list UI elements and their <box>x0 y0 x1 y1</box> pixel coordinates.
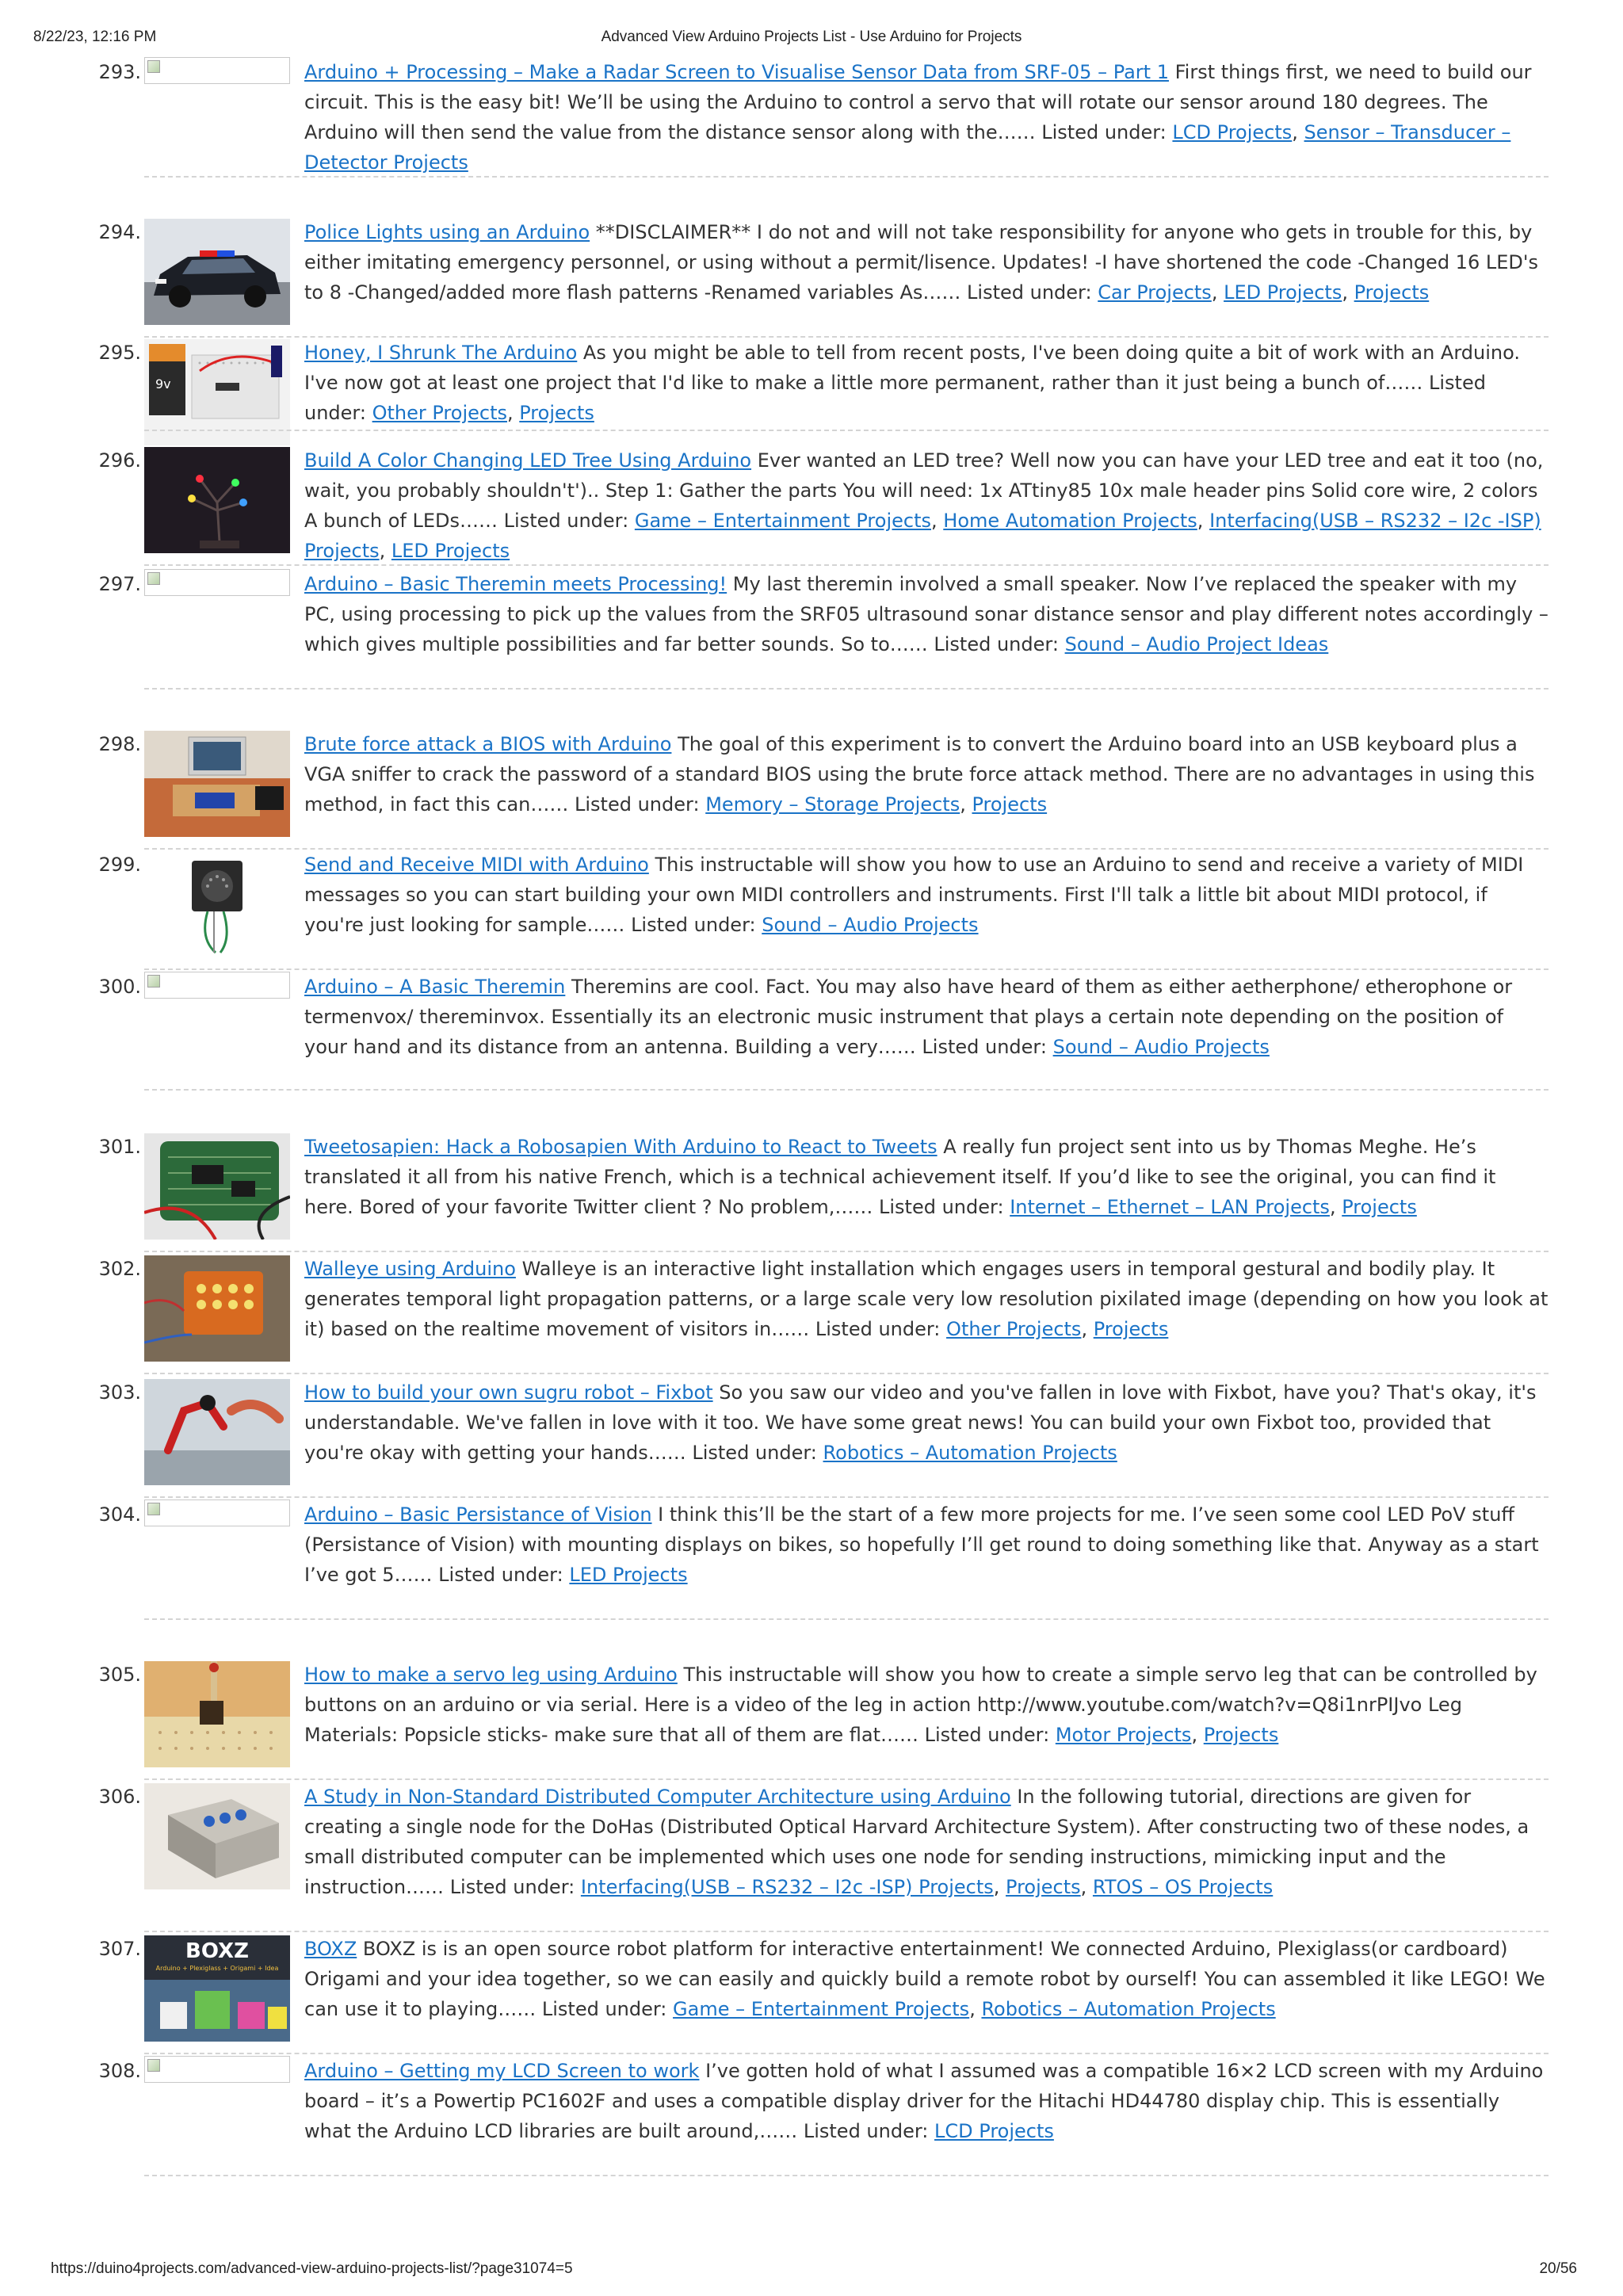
boxz-logo: BOXZ <box>185 1939 249 1963</box>
project-title-link[interactable]: Arduino – Basic Theremin meets Processing! <box>304 573 727 595</box>
item-number: 295. <box>98 342 141 364</box>
item-divider <box>144 564 1549 566</box>
category-link[interactable]: Robotics – Automation Projects <box>981 1998 1276 2020</box>
category-link[interactable]: LED Projects <box>569 1564 688 1586</box>
item-number: 308. <box>98 2060 141 2082</box>
broken-image-icon <box>147 572 160 585</box>
item-divider <box>144 1496 1549 1498</box>
project-summary <box>304 850 1549 940</box>
project-thumbnail[interactable] <box>144 57 290 84</box>
project-title-link[interactable]: How to make a servo leg using Arduino <box>304 1664 678 1686</box>
print-url: https://duino4projects.com/advanced-view-arduino-projects-list/?page31074=5 <box>51 2260 573 2277</box>
boxz-tagline: Arduino + Plexiglass + Origami + Idea <box>155 1965 279 1972</box>
project-summary: Police Lights using an Arduino **DISCLAIMER** I do not and will not take responsibility for anyone who gets in trouble for this, by either imitating emergency personnel, or using without a permit/lisence. Updates! -I have shortened the code -Changed 16 LED's to 8 -Changed/added more flash patterns -Renamed variables As…… Listed under: Car Projects, LED Projects, Projects <box>304 221 1538 304</box>
item-number: 297. <box>98 573 141 595</box>
category-link[interactable]: Projects <box>1203 1724 1279 1746</box>
item-number: 296. <box>98 449 141 472</box>
item-number: 301. <box>98 1136 141 1158</box>
listed-under-label: Listed under: <box>879 1196 1004 1218</box>
category-link[interactable]: Projects <box>1354 281 1430 304</box>
category-link[interactable]: Memory – Storage Projects <box>705 793 960 816</box>
project-summary <box>304 972 1549 1062</box>
project-title-link[interactable]: Build A Color Changing LED Tree Using Arduino <box>304 449 752 472</box>
category-link[interactable]: Projects <box>1342 1196 1417 1218</box>
project-thumbnail[interactable] <box>144 1935 290 2042</box>
project-thumbnail[interactable] <box>144 447 290 553</box>
project-thumbnail[interactable] <box>144 972 290 999</box>
project-thumbnail[interactable] <box>144 1255 290 1362</box>
project-excerpt: So you saw our video and you've fallen in love with Fixbot, have you? That's okay, it's understandable. We've fallen in love with it too. We have some great news! You can build your own Fixbot too, provided that you're okay with getting your hands…… <box>304 1381 1537 1464</box>
project-excerpt: The goal of this experiment is to convert the Arduino board into an USB keyboard plus a VGA sniffer to crack the password of a standard BIOS using the brute force attack method. There are no advantages in using this method, in fact this can…… <box>304 733 1535 816</box>
project-thumbnail[interactable] <box>144 731 290 837</box>
project-thumbnail[interactable] <box>144 1379 290 1485</box>
item-number: 302. <box>98 1258 141 1280</box>
listed-under-label: Listed under: <box>924 1724 1050 1746</box>
project-summary <box>304 1377 1549 1468</box>
item-divider <box>144 1618 1549 1620</box>
broken-image-icon <box>147 1503 160 1515</box>
broken-image-icon <box>147 60 160 73</box>
item-number: 304. <box>98 1503 141 1526</box>
project-title-link[interactable]: Arduino – A Basic Theremin <box>304 976 566 998</box>
print-footer <box>0 2259 1623 2283</box>
broken-image-icon <box>147 2059 160 2072</box>
item-number: 293. <box>98 61 141 83</box>
item-divider <box>144 2053 1549 2054</box>
project-excerpt: I’ve gotten hold of what I assumed was a compatible 16×2 LCD screen with my Arduino board – it’s a Powertip PC1602F and uses a compatible display driver for the Hitachi HD44780 display chip. This is essentially what the Arduino LCD libraries are built around,…… <box>304 2060 1544 2142</box>
category-link[interactable]: Game – Entertainment Projects <box>634 510 931 532</box>
project-summary: A Study in Non-Standard Distributed Computer Architecture using Arduino In the following tutorial, directions are given for creating a single node for the DoHas (Distributed Optical Harvard Architecture System). After constructing two of these nodes, a small distributed computer can be implemented which uses one node for sending instructions, mimicking input and the instruction…… Listed under: Interfacing(USB – RS232 – I2c -ISP) Projects, Projects, RTOS – OS Projects <box>304 1786 1529 1898</box>
category-link[interactable]: Projects <box>1093 1318 1169 1340</box>
project-excerpt: As you might be able to tell from recent posts, I've been doing quite a bit of work with an Arduino. I've now got at least one project that I'd like to make a little more permanent, rather than it just being a bunch of…… <box>304 342 1520 394</box>
project-title-link[interactable]: Arduino – Getting my LCD Screen to work <box>304 2060 700 2082</box>
category-link[interactable]: Other Projects <box>372 402 507 424</box>
category-link[interactable]: Sensor – Transducer – Detector Projects <box>304 121 1511 174</box>
listed-under-label: Listed under: <box>304 372 1486 424</box>
project-title-link[interactable]: Police Lights using an Arduino <box>304 221 590 243</box>
project-title-link[interactable]: BOXZ <box>304 1938 357 1960</box>
project-thumbnail[interactable] <box>144 219 290 325</box>
category-link[interactable]: Sound – Audio Projects <box>762 914 979 936</box>
project-summary: Arduino + Processing – Make a Radar Screen to Visualise Sensor Data from SRF-05 – Part 1 First things first, we need to build our circuit. This is the easy bit! We’ll be using the Arduino to control a servo that will rotate our sensor around 180 degrees. The Arduino will then send the value from the distance sensor along with the…… Listed under: LCD Projects, Sensor – Transducer – Detector Projects <box>304 61 1532 174</box>
category-link[interactable]: Internet – Ethernet – LAN Projects <box>1010 1196 1330 1218</box>
project-title-link[interactable]: A Study in Non-Standard Distributed Computer Architecture using Arduino <box>304 1786 1011 1808</box>
project-thumbnail[interactable] <box>144 1499 290 1526</box>
project-thumbnail[interactable] <box>144 1133 290 1240</box>
project-summary <box>304 1499 1549 1590</box>
listed-under-label: Listed under: <box>922 1036 1047 1058</box>
project-summary: BOXZ BOXZ is is an open source robot platform for interactive entertainment! We connected Arduino, Plexiglass(or cardboard) Origami and your idea together, so we can easily and quickly build a remote robot by ourself! You can assembled it like LEGO! We can use it to playing…… Listed under: Game – Entertainment Projects, Robotics – Automation Projects <box>304 1938 1545 2020</box>
category-link[interactable]: Game – Entertainment Projects <box>673 1998 970 2020</box>
project-excerpt: BOXZ is is an open source robot platform for interactive entertainment! We connected Arduino, Plexiglass(or cardboard) Origami and your idea together, so we can easily and quickly build a remote robot by ourself! You can assembled it like LEGO! We can use it to playing…… <box>304 1938 1545 2020</box>
listed-under-label: Listed under: <box>541 1998 667 2020</box>
category-link[interactable]: Sound – Audio Project Ideas <box>1064 633 1329 655</box>
project-excerpt: **DISCLAIMER** I do not and will not take responsibility for anyone who gets in trouble for this, by either imitating emergency personnel, or using without a permit/lisence. Updates! -I have shortened the code -Changed 16 LED's to 8 -Changed/added more flash patterns -Renamed variables As…… <box>304 221 1538 304</box>
item-divider <box>144 1778 1549 1780</box>
listed-under-label: Listed under: <box>438 1564 563 1586</box>
project-summary: How to make a servo leg using Arduino This instructable will show you how to create a simple servo leg that can be controlled by buttons on an arduino or via serial. Here is a video of the leg in action http://www.youtube.com/watch?v=Q8i1nrPIJvo Leg Materials: Popsicle sticks- make sure that all of them are flat…… Listed under: Motor Projects, Projects <box>304 1664 1537 1746</box>
listed-under-label: Listed under: <box>934 633 1059 655</box>
project-excerpt: In the following tutorial, directions are given for creating a single node for the DoHas (Distributed Optical Harvard Architecture System). After constructing two of these nodes, a small distributed computer can be implemented which uses one node for sending instructions, mimicking input and the instruction…… <box>304 1786 1529 1898</box>
category-link[interactable]: Projects <box>1006 1876 1081 1898</box>
project-thumbnail[interactable] <box>144 1661 290 1767</box>
project-thumbnail[interactable] <box>144 2056 290 2083</box>
item-number: 300. <box>98 976 141 998</box>
category-link[interactable]: LED Projects <box>1224 281 1342 304</box>
project-excerpt: A really fun project sent into us by Thomas Meghe. He’s translated it all from his native French, which is a technical achievement itself. If you’d like to see the original, you can find it here. Bored of your favorite Twitter client ? No problem,…… <box>304 1136 1496 1218</box>
category-link[interactable]: Robotics – Automation Projects <box>823 1442 1117 1464</box>
project-excerpt: This instructable will show you how to use an Arduino to send and receive a variety of MIDI messages so you can start building your own MIDI controllers and instruments. First I'll talk a little bit about MIDI protocol, if you're just looking for sample…… <box>304 854 1524 936</box>
category-link[interactable]: Interfacing(USB – RS232 – I2c -ISP) Projects <box>304 510 1541 562</box>
project-summary: Brute force attack a BIOS with Arduino The goal of this experiment is to convert the Arduino board into an USB keyboard plus a VGA sniffer to crack the password of a standard BIOS using the brute force attack method. There are no advantages in using this method, in fact this can…… Listed under: Memory – Storage Projects, Projects <box>304 733 1535 816</box>
item-divider <box>144 1373 1549 1374</box>
project-title-link[interactable]: Send and Receive MIDI with Arduino <box>304 854 649 876</box>
item-divider <box>144 1931 1549 1932</box>
project-excerpt: Ever wanted an LED tree? Well now you can have your LED tree and eat it too (no, wait, you probably shouldn't').. Step 1: Gather the parts You will need: 1x ATtiny85 10x male header pins Solid core wire, 2 colors A bunch of LEDs…… <box>304 449 1544 532</box>
project-title-link[interactable]: Tweetosapien: Hack a Robosapien With Arduino to React to Tweets <box>304 1136 938 1158</box>
item-divider <box>144 176 1549 178</box>
item-number: 305. <box>98 1664 141 1686</box>
project-title-link[interactable]: How to build your own sugru robot – Fixbot <box>304 1381 713 1404</box>
listed-under-label: Listed under: <box>967 281 1092 304</box>
listed-under-label: Listed under: <box>575 793 700 816</box>
category-link[interactable]: Interfacing(USB – RS232 – I2c -ISP) Projects <box>580 1876 994 1898</box>
print-datetime: 8/22/23, 12:16 PM <box>33 29 157 45</box>
project-thumbnail[interactable] <box>144 851 290 957</box>
project-title-link[interactable]: Brute force attack a BIOS with Arduino <box>304 733 672 755</box>
project-summary: Tweetosapien: Hack a Robosapien With Arduino to React to Tweets A really fun project sent into us by Thomas Meghe. He’s translated it all from his native French, which is a technical achievement itself. If you’d like to see the original, you can find it here. Bored of your favorite Twitter client ? No problem,…… Listed under: Internet – Ethernet – LAN Projects, Projects <box>304 1136 1496 1218</box>
item-divider <box>144 430 1549 431</box>
category-link[interactable]: LED Projects <box>391 540 510 562</box>
category-link[interactable]: Home Automation Projects <box>943 510 1197 532</box>
item-divider <box>144 968 1549 970</box>
item-number: 299. <box>98 854 141 876</box>
project-excerpt: I think this’ll be the start of a few more projects for me. I’ve seen some cool LED PoV stuff (Persistance of Vision) with mounting displays on bikes, so hopefully I’ll get round to doing something like that. Anyway as a start I’ve got 5…… <box>304 1503 1539 1586</box>
category-link[interactable]: Projects <box>972 793 1048 816</box>
listed-under-label: Listed under: <box>1041 121 1167 143</box>
project-excerpt: This instructable will show you how to create a simple servo leg that can be controlled by buttons on an arduino or via serial. Here is a video of the leg in action http://www.youtube.com/watch?v=Q8i1nrPIJvo Leg Materials: Popsicle sticks- make sure that all of them are flat…… <box>304 1664 1537 1746</box>
category-link[interactable]: Projects <box>519 402 594 424</box>
page-number: 20/56 <box>1539 2260 1577 2277</box>
listed-under-label: Listed under: <box>815 1318 941 1340</box>
project-summary: Build A Color Changing LED Tree Using Arduino Ever wanted an LED tree? Well now you can have your LED tree and eat it too (no, wait, you probably shouldn't').. Step 1: Gather the parts You will need: 1x ATtiny85 10x male header pins Solid core wire, 2 colors A bunch of LEDs…… Listed under: Game – Entertainment Projects, Home Automation Projects, Interfacing(USB – RS232 – I2c -ISP) Projects, LED Projects <box>304 449 1544 562</box>
listed-under-label: Listed under: <box>449 1876 575 1898</box>
item-number: 294. <box>98 221 141 243</box>
project-thumbnail[interactable] <box>144 1783 290 1889</box>
project-excerpt: Theremins are cool. Fact. You may also have heard of them as either aetherphone/ etherophone or termenvox/ thereminvox. Essentially its an electronic music instrument that plays a certain note depending on the position of your hand and its distance from an antenna. Building a very…… <box>304 976 1513 1058</box>
project-excerpt: My last theremin involved a small speaker. Now I’ve replaced the speaker with my PC, using processing to pick up the values from the SRF05 ultrasound sonar distance sensor and play different notes accordingly – which gives multiple possibilities and far better sounds. So to…… <box>304 573 1549 655</box>
project-title-link[interactable]: Arduino + Processing – Make a Radar Screen to Visualise Sensor Data from SRF-05 – Part 1 <box>304 61 1169 83</box>
category-link[interactable]: Sound – Audio Projects <box>1052 1036 1270 1058</box>
item-divider <box>144 1089 1549 1091</box>
project-summary: Walleye using Arduino Walleye is an interactive light installation which engages users in temporal gestural and bodily play. It generates temporal light propagation patterns, or a large scale very low resolution pixilated image (depending on how you look at it) based on the realtime movement of visitors in…… Listed under: Other Projects, Projects <box>304 1258 1549 1340</box>
broken-image-icon <box>147 975 160 988</box>
listed-under-label: Listed under: <box>803 2120 929 2142</box>
item-divider <box>144 688 1549 690</box>
category-link[interactable]: LCD Projects <box>934 2120 1054 2142</box>
category-link[interactable]: RTOS – OS Projects <box>1092 1876 1274 1898</box>
listed-under-label: Listed under: <box>631 914 756 936</box>
project-summary <box>304 569 1549 659</box>
project-excerpt: First things first, we need to build our circuit. This is the easy bit! We’ll be using the Arduino to control a servo that will rotate our sensor around 180 degrees. The Arduino will then send the value from the distance sensor along with the…… <box>304 61 1532 143</box>
category-link[interactable]: Other Projects <box>946 1318 1082 1340</box>
item-number: 306. <box>98 1786 141 1808</box>
project-thumbnail[interactable] <box>144 569 290 596</box>
battery-label: 9v <box>155 376 171 392</box>
category-link[interactable]: Car Projects <box>1098 281 1212 304</box>
item-divider <box>144 2175 1549 2176</box>
item-number: 303. <box>98 1381 141 1404</box>
project-title-link[interactable]: Honey, I Shrunk The Arduino <box>304 342 578 364</box>
project-excerpt: Walleye is an interactive light installation which engages users in temporal gestural and bodily play. It generates temporal light propagation patterns, or a large scale very low resolution pixilated image (depending on how you look at it) based on the realtime movement of visitors in…… <box>304 1258 1549 1340</box>
project-summary <box>304 2056 1549 2146</box>
project-title-link[interactable]: Walleye using Arduino <box>304 1258 516 1280</box>
category-link[interactable]: Motor Projects <box>1055 1724 1192 1746</box>
listed-under-label: Listed under: <box>692 1442 817 1464</box>
item-number: 307. <box>98 1938 141 1960</box>
item-number: 298. <box>98 733 141 755</box>
listed-under-label: Listed under: <box>503 510 629 532</box>
item-divider <box>144 1251 1549 1252</box>
print-page-title: Advanced View Arduino Projects List - Use Arduino for Projects <box>601 29 1022 45</box>
project-title-link[interactable]: Arduino – Basic Persistance of Vision <box>304 1503 652 1526</box>
category-link[interactable]: LCD Projects <box>1172 121 1293 143</box>
project-summary: Honey, I Shrunk The Arduino As you might be able to tell from recent posts, I've been doing quite a bit of work with an Arduino. I've now got at least one project that I'd like to make a little more permanent, rather than it just being a bunch of…… Listed under: Other Projects, Projects <box>304 342 1520 424</box>
